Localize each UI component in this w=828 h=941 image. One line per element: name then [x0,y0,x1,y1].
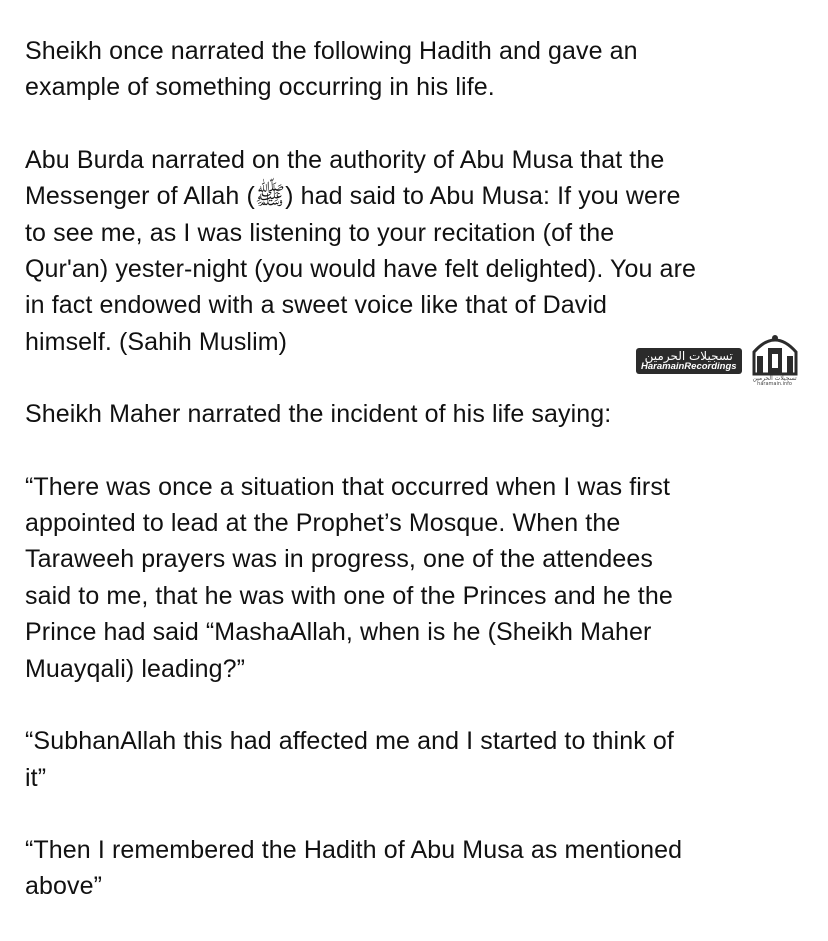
watermark-arabic-text: تسجيلات الحرمين [644,348,733,363]
mosque-logo-icon [746,330,804,392]
logo-site-caption: haramain.info [757,381,792,387]
haramain-recordings-watermark [636,328,804,394]
logo-arabic-caption: تسجيلات الحرمين [752,375,797,382]
paragraph-incident-quote: “There was once a situation that occurred when I was first appointed to lead at the Prophet’s Mosque. When the Taraweeh prayers was in progress, one of the attendees said to me, that he was with one of the Princes and he the Prince had said “MashaAllah, when is he (Sheikh Maher Muayqali) leading?” [25,472,673,683]
paragraph-hadith: Abu Burda narrated on the authority of Abu Musa that the Messenger of Allah (ﷺ) had said to Abu Musa: If you were to see me, as I was listening to your recitation (of the Qur'an) yester-night (you would have felt delighted). You are in fact endowed with a sweet voice like that of David himself. (Sahih Muslim) [25,145,696,356]
mosque-dome-icon [748,330,802,376]
paragraph-narration-intro: Sheikh Maher narrated the incident of his life saying: [25,400,612,429]
paragraph-subhanallah-quote: “SubhanAllah this had affected me and I started to think of it” [25,727,674,792]
watermark-label [636,348,742,375]
paragraph-remembered-quote: “Then I remembered the Hadith of Abu Musa as mentioned above” [25,835,683,901]
document-body [25,33,815,941]
watermark-latin-text: HaramainRecordings [641,361,737,373]
paragraph-intro: Sheikh once narrated the following Hadith and gave an example of something occurring in his life. [25,37,638,102]
